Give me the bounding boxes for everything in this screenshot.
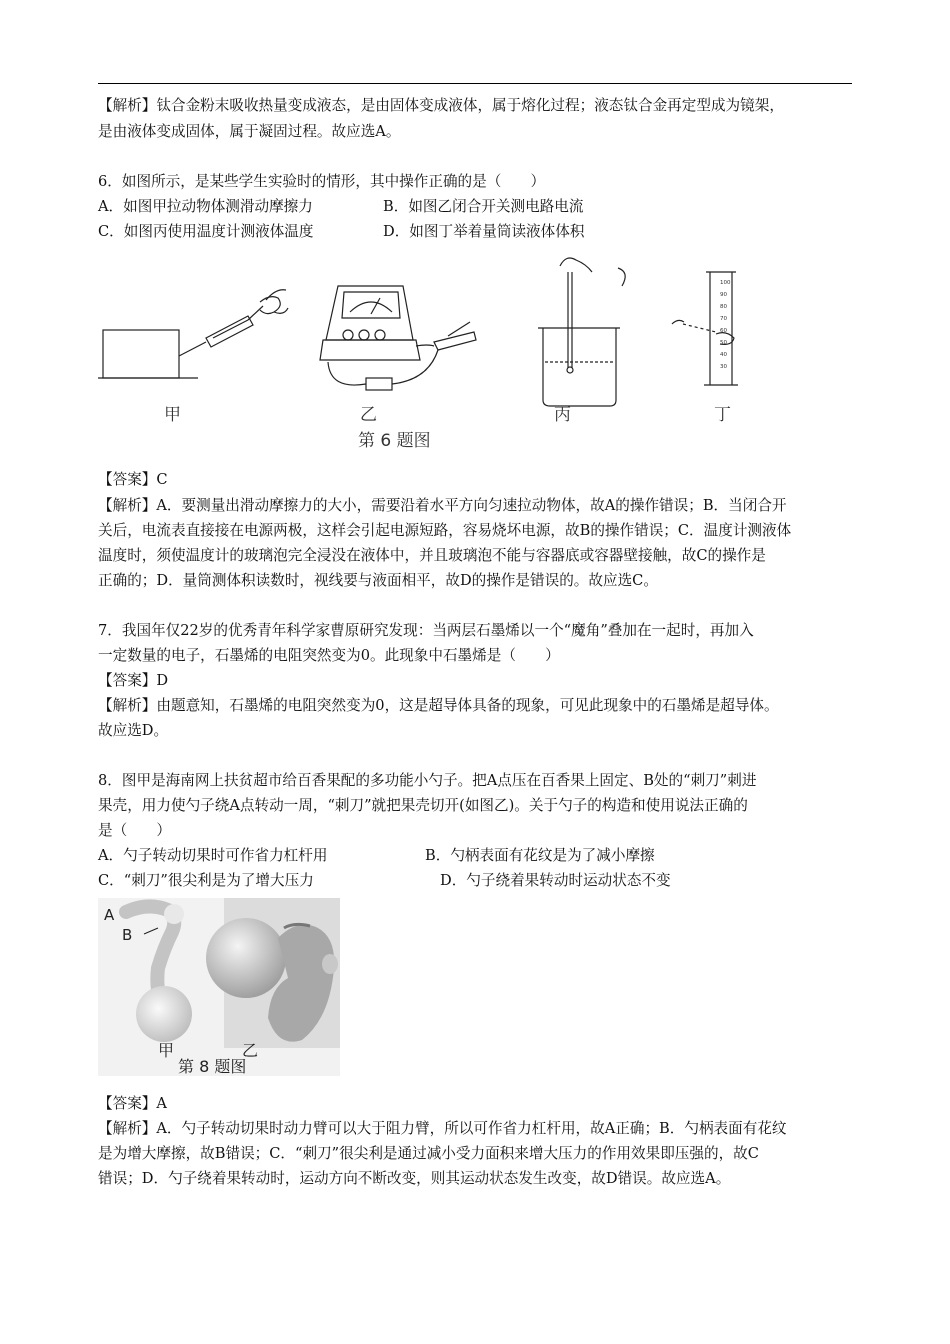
- q7-stem-line: 7．我国年仅22岁的优秀青年科学家曹原研究发现：当两层石墨烯以一个“魔角”叠加在一起时，再加入: [98, 622, 754, 639]
- q6-option-c: C．如图丙使用温度计测液体温度: [98, 223, 314, 240]
- cylinder-tick: 60: [720, 328, 727, 334]
- q8-explain-line: 是为增大摩擦，故B错误；C．“刺刀”很尖利是通过减小受力面积来增大压力的作用效果即压强的，故C: [98, 1145, 759, 1162]
- q8-figure-point-b: B: [122, 926, 133, 944]
- q8-stem-line: 8．图甲是海南网上扶贫超市给百香果配的多功能小勺子。把A点压在百香果上固定、B处的“刺刀”刺进: [98, 772, 757, 789]
- q6-figure-label-yi: 乙: [360, 405, 377, 425]
- q6-option-d: D．如图丁举着量筒读液体体积: [383, 223, 585, 240]
- q8-option-d: D．勺子绕着果转动时运动状态不变: [440, 872, 671, 889]
- beaker-thermometer-illustration: [538, 258, 625, 406]
- q8-figure-caption: 第 8 题图: [178, 1057, 247, 1076]
- q8-option-a: A．勺子转动切果时可作省力杠杆用: [98, 847, 328, 864]
- q6-stem: 6．如图所示，是某些学生实验时的情形，其中操作正确的是（ ）: [98, 173, 546, 190]
- cylinder-tick: 50: [720, 340, 727, 346]
- q8-stem-line: 果壳，用力使勺子绕A点转动一周，“刺刀”就把果壳切开(如图乙)。关于勺子的构造和使用说法正确的: [98, 797, 748, 814]
- q6-explain-line: 关后，电流表直接接在电源两极，这样会引起电源短路，容易烧坏电源，故B的操作错误；C．温度计测液体: [98, 522, 792, 539]
- q8-option-b: B．勺柄表面有花纹是为了减小摩擦: [425, 847, 655, 864]
- q6-option-b: B．如图乙闭合开关测电路电流: [383, 198, 584, 215]
- q6-explain-line: 正确的；D．量筒测体积读数时，视线要与液面相平，故D的操作是错误的。故应选C。: [98, 572, 658, 589]
- cylinder-tick: 70: [720, 316, 727, 322]
- ammeter-circuit-illustration: [320, 286, 476, 390]
- q7-explain-line: 故应选D。: [98, 722, 169, 739]
- q8-explain-line: 【解析】A．勺子转动切果时动力臂可以大于阻力臂，所以可作省力杠杆用，故A正确；B．勺柄表面有花纹: [98, 1120, 787, 1137]
- q6-explain-line: 温度时，须使温度计的玻璃泡完全浸没在液体中，并且玻璃泡不能与容器底或容器壁接触，故C的操作是: [98, 547, 766, 564]
- cylinder-tick: 40: [720, 352, 727, 358]
- fruit-and-hand-photo-yi: [206, 898, 340, 1048]
- q8-answer: 【答案】A: [98, 1095, 167, 1112]
- q6-figure-label-bing: 丙: [554, 405, 571, 425]
- q6-figure: [98, 250, 748, 455]
- q7-stem-line: 一定数量的电子，石墨烯的电阻突然变为0。此现象中石墨烯是（ ）: [98, 647, 560, 664]
- q5-explain-line: 【解析】钛合金粉末吸收热量变成液态，是由固体变成液体，属于熔化过程；液态钛合金再定型成为镜架，: [98, 97, 784, 114]
- measuring-cylinder-illustration: [672, 272, 738, 385]
- q6-figure-label-ding: 丁: [714, 405, 731, 425]
- q8-figure-point-a: A: [104, 906, 115, 924]
- q6-figure-caption: 第 6 题图: [358, 431, 431, 451]
- q6-figure-label-jia: 甲: [164, 405, 181, 425]
- q8-figure-label-yi: 乙: [242, 1041, 259, 1060]
- q7-answer: 【答案】D: [98, 672, 169, 689]
- q8-stem-line: 是（ ）: [98, 822, 171, 839]
- cylinder-tick: 80: [720, 304, 727, 310]
- q8-explain-line: 错误；D．勺子绕着果转动时，运动方向不断改变，则其运动状态发生改变，故D错误。故应选A。: [98, 1170, 731, 1187]
- header-rule: [98, 83, 852, 84]
- q8-figure: [98, 898, 340, 1076]
- cylinder-tick: 90: [720, 292, 727, 298]
- q6-answer: 【答案】C: [98, 471, 168, 488]
- cylinder-tick: 30: [720, 364, 727, 370]
- q7-explain-line: 【解析】由题意知，石墨烯的电阻突然变为0，这是超导体具备的现象，可见此现象中的石墨烯是超导体。: [98, 697, 779, 714]
- q5-explain-line: 是由液体变成固体，属于凝固过程。故应选A。: [98, 123, 401, 140]
- q8-option-c: C．“刺刀”很尖利是为了增大压力: [98, 872, 314, 889]
- q6-explain-line: 【解析】A．要测量出滑动摩擦力的大小，需要沿着水平方向匀速拉动物体，故A的操作错误；B．当闭合开: [98, 497, 787, 514]
- q8-figure-label-jia: 甲: [158, 1041, 175, 1060]
- cylinder-tick: 100: [720, 280, 731, 286]
- q6-option-a: A．如图甲拉动物体测滑动摩擦力: [98, 198, 313, 215]
- block-and-spring-scale-illustration: [98, 290, 288, 378]
